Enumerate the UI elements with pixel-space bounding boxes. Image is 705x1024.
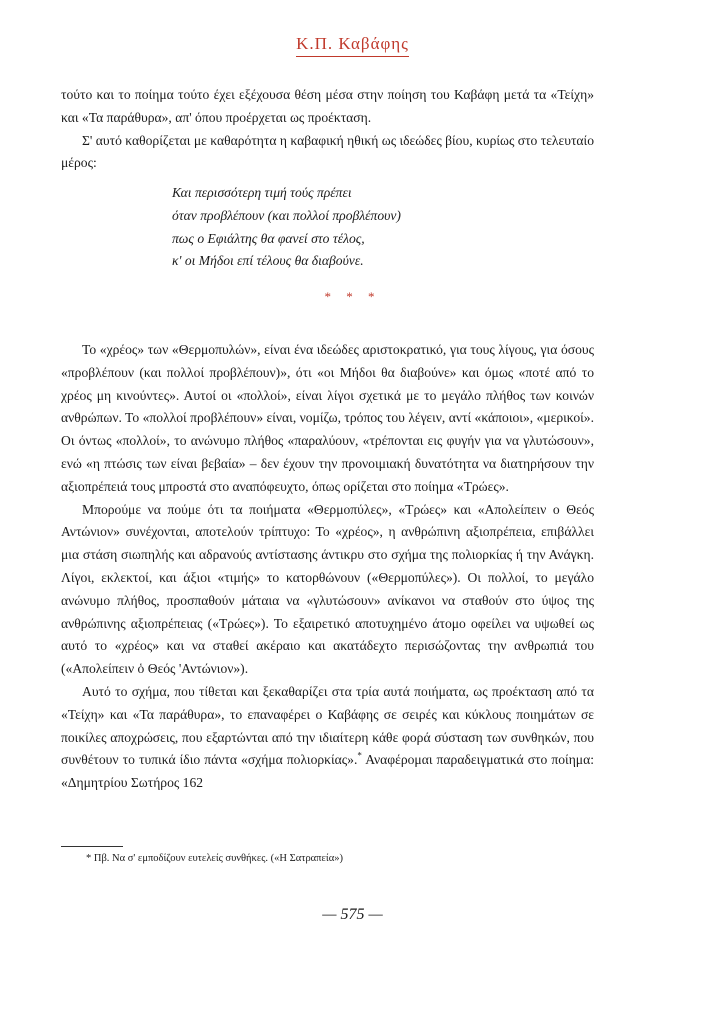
intro-paragraph-2: Σ' αυτό καθορίζεται με καθαρότητα η καβαφική ηθική ως ιδεώδες βίου, κυρίως στο τελευταίο μέρος:	[61, 132, 594, 171]
intro-text	[61, 84, 594, 175]
body-paragraph-3-text: Αυτό το σχήμα, που τίθεται και ξεκαθαρίζει στα τρία αυτά ποιήματα, ως προέκταση από τα «Τείχη» και «Τα παράθυρα», το επαναφέρει ο Καβάφης σε σειρές και κύκλους ποιημάτων σε ποικίλες αποχρώσεις, που εξαρτώνται από την ιδιαίτερη κάθε φορά σύσταση των συνθηκών, που συνθέτουν το τυπικά ίδιο πάντα «σχήμα πολιορκίας».	[61, 683, 594, 768]
footnote: * Πβ. Να σ' εμποδίζουν ευτελείς συνθήκες. («Η Σατραπεία»)	[86, 853, 343, 864]
poem-line: πως ο Εφιάλτης θα φανεί στο τέλος,	[172, 230, 365, 246]
poem-line: κ' οι Μήδοι επί τέλους θα διαβούνε.	[172, 253, 364, 269]
running-header	[0, 34, 705, 57]
header-title: Κ.Π. Καβάφης	[296, 34, 409, 57]
body-paragraph-3-tail: Αναφέρομαι παραδειγματικά στο ποίημα: «Δημητρίου Σωτήρος 162	[61, 752, 594, 791]
poem-line: Και περισσότερη τιμή τούς πρέπει	[172, 185, 352, 200]
section-separator: * * *	[324, 289, 381, 304]
intro-paragraph-1: τούτο και το ποίημα τούτο έχει εξέχουσα θέση μέσα στην ποίηση του Καβάφη μετά τα «Τείχη» και «Τα παράθυρα», απ' όπου προέρχεται ως προέκταση.	[61, 87, 594, 125]
body-paragraph-3	[61, 681, 594, 795]
footnote-marker[interactable]: *	[357, 750, 362, 761]
poem-excerpt	[172, 182, 401, 273]
body-paragraph-1: Το «χρέος» των «Θερμοπυλών», είναι ένα ιδεώδες αριστοκρατικό, για τους λίγους, για όσους «προβλέπουν (και πολλοί προβλέπουν)», ότι «οι Μήδοι θα διαβούνε» και όμως «ποτέ από το χρέος μη κινούντες». Αυτοί οι «πολλοί», είναι λίγοι σχετικά με το μεγάλο πλήθος των κοινών ανθρώπων. Το «πολλοί προβλέπουν» είναι, νομίζω, τρόπος του λέγειν, αντί «κάποιοι», «μερικοί». Οι όντως «πολλοί», το ανώνυμο πλήθος «παραλύουν, «τρέπονται εις φυγήν για να γλυτώσουν», ενώ «η πτώσις των είναι βεβαία» – δεν έχουν την προνοιμιακή δυνατότητα να διατηρήσουν την αξιοπρέπειά τους μπροστά στο αναπόφευχτο, όπως ορίζεται στο ποίημα «Τρώες».	[61, 342, 594, 494]
poem-line: όταν προβλέπουν (και πολλοί προβλέπουν)	[172, 207, 401, 223]
main-text	[61, 339, 594, 795]
page-number: — 575 —	[322, 906, 383, 923]
footnote-divider	[61, 846, 123, 847]
body-paragraph-2: Μπορούμε να πούμε ότι τα ποιήματα «Θερμοπύλες», «Τρώες» και «Απολείπειν ο Θεός Αντώνιον» συνέχονται, αποτελούν τρίπτυχο: Το «χρέος», η ανθρώπινη αξιοπρέπεια, επιβάλλει μια στάση σιωπηλής και αδρανούς αντίστασης άντικρυ στο σχήμα της πολιορκίας ή την Ανάγκη. Λίγοι, εκλεκτοί, και άξιοι «τιμής» το κατορθώνουν («Θερμοπύλες»). Οι πολλοί, το μεγάλο ανώνυμο πλήθος, προσπαθούν μάταια να «γλυτώσουν» ανίκανοι να σταθούν στο ύψος της ανθρώπινης αξιοπρέπειας («Τρώες»). Το εξαιρετικό αποτυχημένο άτομο οφείλει να υψωθεί ως αυτό το «χρέος» και να σταθεί ακέραιο και ακατάδεχτο περισώζοντας την ανθρωπιά του («Απολείπειν ὁ Θεός 'Αντώνιον»).	[61, 501, 594, 677]
